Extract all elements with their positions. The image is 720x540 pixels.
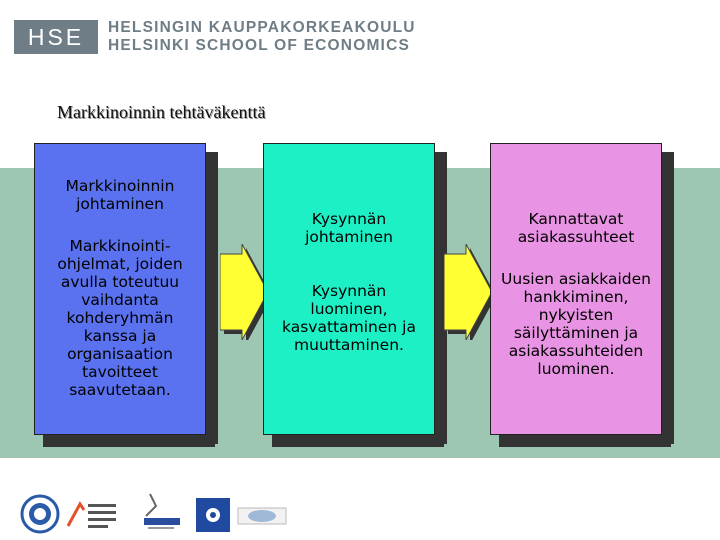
box-markkinoinnin-johtaminen	[34, 143, 206, 435]
hse-logo	[14, 20, 98, 54]
box-text	[264, 210, 434, 354]
box-body: Markkinointi-ohjelmat, joiden avulla toteutuu vaihdanta kohderyhmän kanssa ja organisaation tavoitteet saavutetaan.	[57, 237, 183, 399]
slide-title: Markkinoinnin tehtäväkenttä	[57, 102, 266, 122]
box-heading: Markkinoinnin johtaminen	[65, 177, 175, 213]
university-seal-icon	[20, 494, 60, 534]
amba-logo-icon	[66, 500, 120, 530]
box-heading: Kysynnän johtaminen	[305, 210, 393, 246]
box-body: Kysynnän luominen, kasvattaminen ja muuttaminen.	[282, 282, 416, 354]
logo-text: HSE	[27, 24, 85, 50]
box-shadow-right	[206, 152, 218, 444]
school-name-english: HELSINKI SCHOOL OF ECONOMICS	[108, 37, 410, 54]
box-shadow-bottom	[43, 435, 215, 447]
arrow-right-icon	[444, 244, 496, 340]
box-text	[35, 177, 205, 399]
box-heading: Kannattavat asiakassuhteet	[517, 210, 635, 246]
box-shadow-right	[662, 152, 674, 444]
box-shadow-bottom	[272, 435, 444, 447]
pim-logo-icon	[236, 504, 288, 528]
cems-logo-icon	[196, 498, 230, 532]
box-text	[491, 210, 661, 378]
box-body: Uusien asiakkaiden hankkiminen, nykyisten säilyttäminen ja asiakassuhteiden luominen.	[501, 270, 651, 378]
equis-logo-icon	[136, 492, 186, 532]
box-kysynnan-johtaminen	[263, 143, 435, 435]
school-name-finnish: HELSINGIN KAUPPAKORKEAKOULU	[108, 19, 416, 36]
box-kannattavat-asiakassuhteet	[490, 143, 662, 435]
box-shadow-bottom	[499, 435, 671, 447]
